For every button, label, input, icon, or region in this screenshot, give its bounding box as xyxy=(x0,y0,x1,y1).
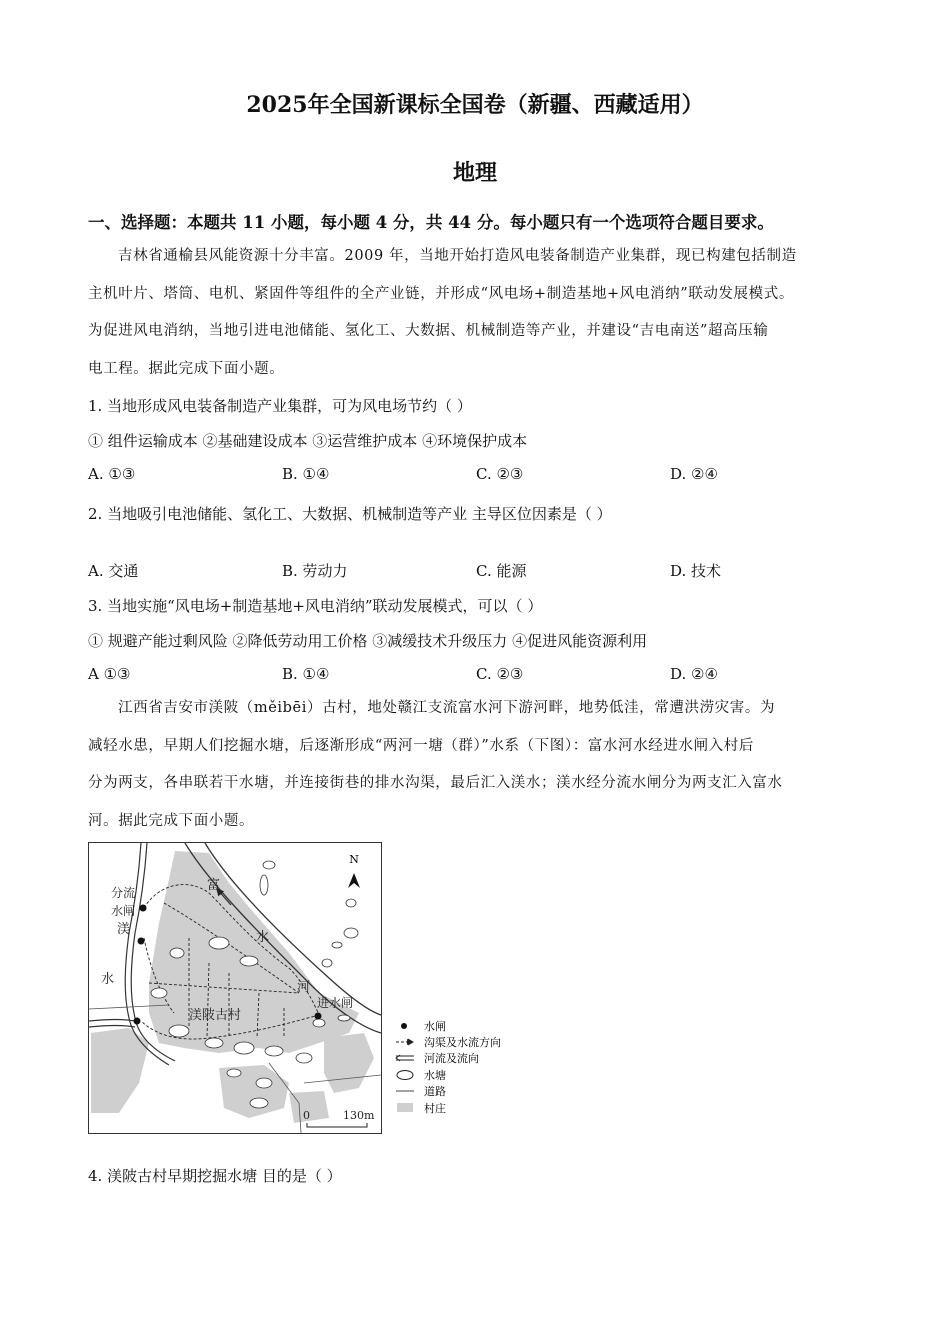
question-1-stem: 1. 当地形成风电装备制造产业集群，可为风电场节约（ ） xyxy=(88,397,472,415)
map-graphic xyxy=(89,843,381,1133)
legend-village-icon xyxy=(397,1103,413,1112)
passage-2 xyxy=(88,690,863,840)
option-d: D. ②④ xyxy=(670,665,718,683)
legend-river: 河流及流向 xyxy=(424,1052,479,1065)
passage-2-line: 河。据此完成下面小题。 xyxy=(88,812,255,829)
label-village: 渼陂古村 xyxy=(189,1008,242,1023)
option-c: C. ②③ xyxy=(476,665,524,683)
question-3-stem: 3. 当地实施“风电场+制造基地+风电消纳”联动发展模式，可以（ ） xyxy=(88,597,543,615)
legend-road: 道路 xyxy=(424,1085,446,1098)
option-a: A ①③ xyxy=(88,665,131,683)
map-legend xyxy=(394,1018,534,1118)
option-c: C. ②③ xyxy=(476,465,524,483)
question-2-stem: 2. 当地吸引电池储能、氢化工、大数据、机械制造等产业 主导区位因素是（ ） xyxy=(88,505,612,523)
label-split-gate-2: 水闸 xyxy=(111,904,136,918)
option-a: A. ①③ xyxy=(88,465,136,483)
label-split-gate-1: 分流 xyxy=(111,886,136,900)
subject-title: 地理 xyxy=(452,160,497,186)
option-b: B. ①④ xyxy=(282,665,330,683)
question-1-items: ① 组件运输成本 ②基础建设成本 ③运营维护成本 ④环境保护成本 xyxy=(88,432,528,450)
label-mei: 渼 xyxy=(117,922,131,937)
question-3-items: ① 规避产能过剩风险 ②降低劳动用工价格 ③减缓技术升级压力 ④促进风能资源利用 xyxy=(88,632,648,650)
exam-title: 2025年全国新课标全国卷（新疆、西藏适用） xyxy=(246,92,704,118)
label-shui: 水 xyxy=(256,930,270,945)
north-arrow-icon xyxy=(348,853,360,888)
legend-gate: 水闸 xyxy=(424,1020,446,1033)
water-system-map xyxy=(88,842,382,1134)
passage-1-line: 电工程。据此完成下面小题。 xyxy=(88,360,285,377)
section-heading: 一、选择题：本题共 11 小题，每小题 4 分，共 44 分。每小题只有一个选项符合题目要求。 xyxy=(88,213,774,232)
passage-1-line: 为促进风电消纳，当地引进电池储能、氢化工、大数据、机械制造等产业，并建设“吉电南送”超高压输 xyxy=(88,323,769,339)
label-fu: 富 xyxy=(207,878,221,893)
option-d: D. ②④ xyxy=(670,465,718,483)
svg-text:130m: 130m xyxy=(343,1109,375,1122)
label-mei-shui: 水 xyxy=(101,972,115,987)
option-a: A. 交通 xyxy=(88,562,139,580)
legend-pond: 水塘 xyxy=(424,1069,446,1082)
legend-canal: 沟渠及水流方向 xyxy=(424,1036,501,1049)
legend-gate-icon xyxy=(401,1023,407,1029)
passage-1-line: 主机叶片、塔筒、电机、紧固件等组件的全产业链，并形成“风电场+制造基地+风电消纳”联动发展模式。 xyxy=(88,285,794,302)
legend-pond-icon xyxy=(397,1071,413,1080)
option-c: C. 能源 xyxy=(476,562,527,580)
svg-text:0: 0 xyxy=(303,1109,310,1122)
option-b: B. 劳动力 xyxy=(282,562,348,580)
label-he: 河 xyxy=(297,980,311,995)
option-b: B. ①④ xyxy=(282,465,330,483)
option-d: D. 技术 xyxy=(670,562,722,580)
passage-1-line: 吉林省通榆县风能资源十分丰富。2009 年，当地开始打造风电装备制造产业集群，现已构建包括制造 xyxy=(118,248,797,264)
passage-2-line: 江西省吉安市渼陂（měibēi）古村，地处赣江支流富水河下游河畔，地势低洼，常遭洪涝灾害。为 xyxy=(118,700,776,716)
passage-1 xyxy=(88,238,863,388)
svg-text:N: N xyxy=(349,853,359,866)
passage-2-line: 分为两支，各串联若干水塘，并连接街巷的排水沟渠，最后汇入渼水；渼水经分流水闸分为两支汇入富水 xyxy=(88,775,783,791)
passage-2-line: 减轻水患，早期人们挖掘水塘，后逐渐形成“两河一塘（群）”水系（下图）：富水河水经进水闸入村后 xyxy=(88,737,754,754)
legend-village: 村庄 xyxy=(424,1102,446,1115)
question-4-stem: 4. 渼陂古村早期挖掘水塘 目的是（ ） xyxy=(88,1167,342,1185)
label-inlet-gate: 进水闸 xyxy=(317,996,354,1010)
